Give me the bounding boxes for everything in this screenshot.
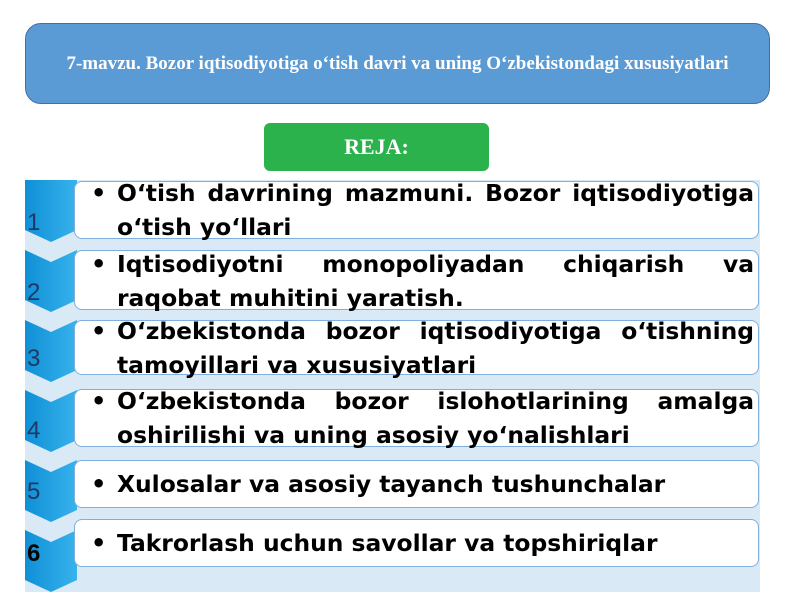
bullet: • — [91, 387, 107, 415]
list-item-6 — [74, 519, 759, 567]
list-item-text: Iqtisodiyotni monopoliyadan chiqarish va raqobat muhitini yaratish. — [117, 250, 754, 312]
title-banner — [25, 23, 770, 104]
item-number-6: 6 — [27, 540, 41, 567]
plan-heading: REJA: — [344, 134, 409, 159]
bullet: • — [91, 470, 107, 498]
item-number-2: 2 — [27, 279, 41, 306]
list-item-5 — [74, 460, 759, 508]
bullet: • — [91, 250, 107, 278]
list-item-3 — [74, 317, 759, 379]
plan-heading-box — [264, 123, 489, 171]
list-item-text: O‘zbekistonda bozor iqtisodiyotiga o‘tishning tamoyillari va xususiyatlari — [117, 317, 754, 379]
list-item-1 — [74, 181, 759, 239]
list-item-4 — [74, 389, 759, 447]
item-number-5: 5 — [27, 478, 41, 505]
item-number-1: 1 — [27, 209, 41, 236]
item-number-3: 3 — [27, 345, 41, 372]
bullet: • — [91, 179, 107, 207]
list-item-text: Takrorlash uchun savollar va topshiriqlar — [117, 529, 658, 557]
page-title: 7-mavzu. Bozor iqtisodiyotiga o‘tish davri va uning O‘zbekistondagi xususiyatlari — [66, 53, 729, 74]
list-item-2 — [74, 250, 759, 310]
list-item-text: Xulosalar va asosiy tayanch tushunchalar — [117, 470, 666, 498]
list-item-text: O‘tish davrining mazmuni. Bozor iqtisodiyotiga o‘tish yo‘llari — [117, 179, 754, 241]
bullet: • — [91, 529, 107, 557]
bullet: • — [91, 317, 107, 345]
chevron-strip — [25, 180, 77, 592]
list-item-text: O‘zbekistonda bozor islohotlarining amalga oshirilishi va uning asosiy yo‘nalishlari — [117, 387, 754, 449]
item-number-4: 4 — [27, 417, 41, 444]
